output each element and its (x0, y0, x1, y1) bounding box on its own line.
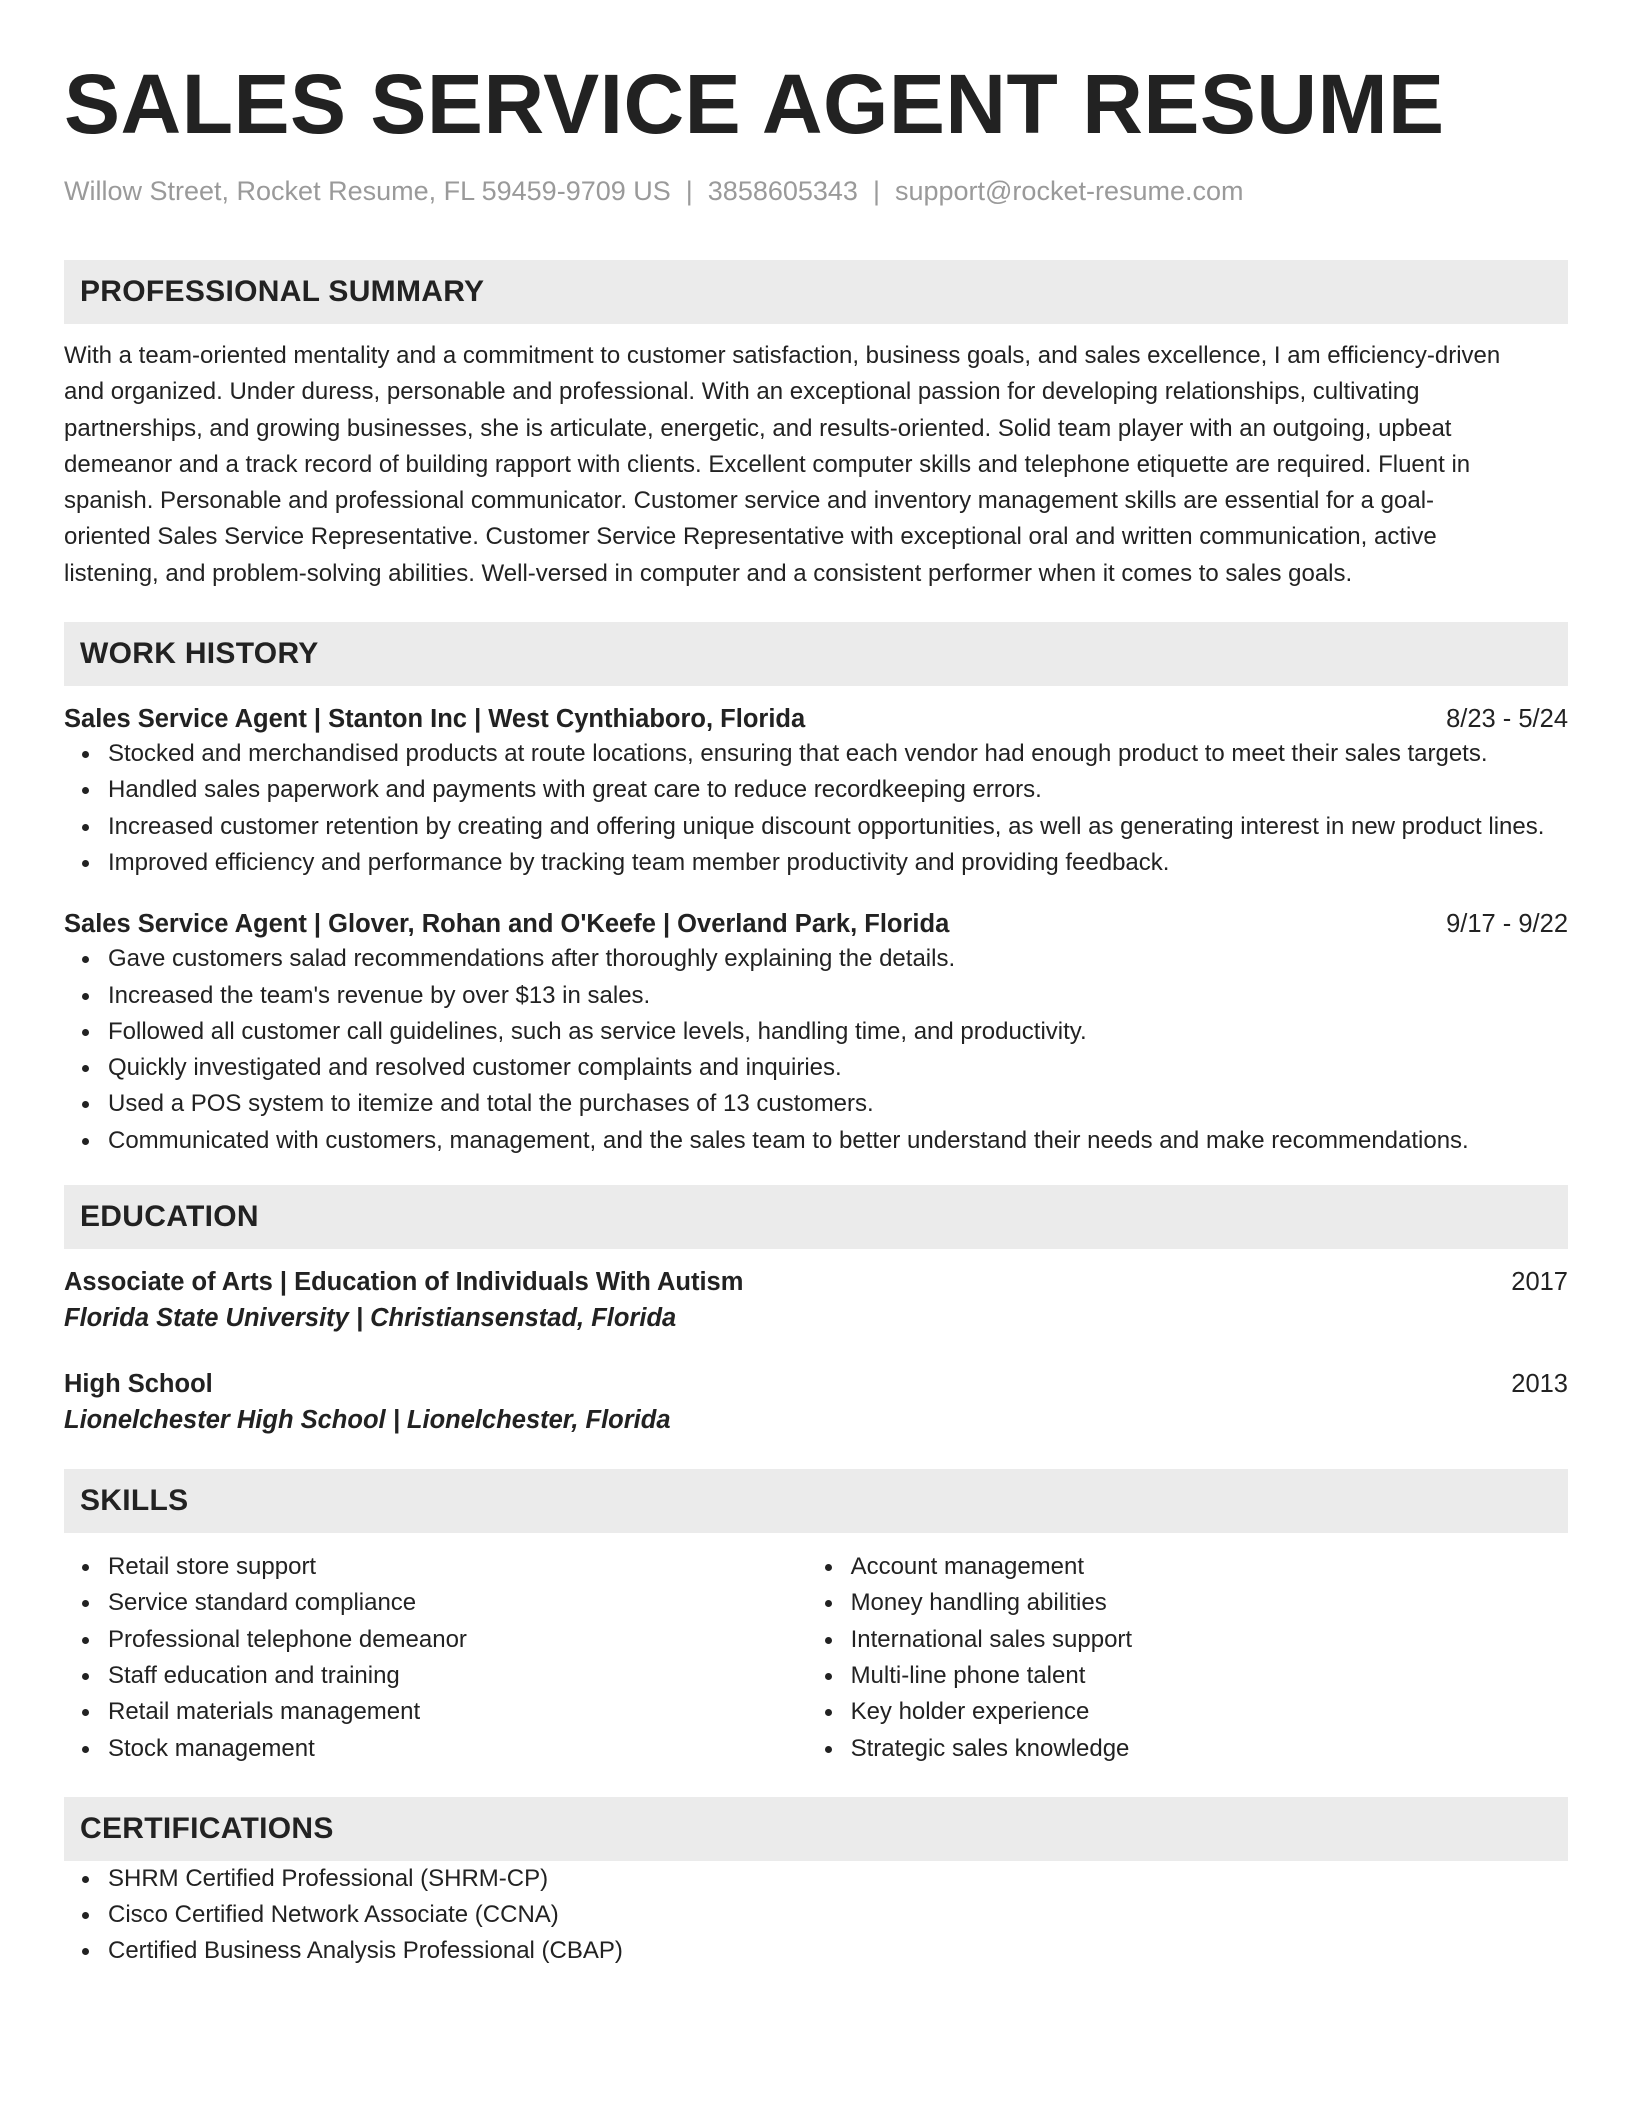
summary-line: and organized. Under duress, personable and professional. With an exceptional passion for developing relationships, cultivating (64, 378, 1420, 406)
summary-line: demeanor and a track record of building rapport with clients. Excellent computer skills and telephone etiquette are required. Fluent in (64, 450, 1471, 478)
skill-item: Professional telephone demeanor (108, 1622, 807, 1658)
degree-title: High School (64, 1370, 213, 1399)
job-header (64, 702, 1568, 736)
education-entry (64, 1367, 1568, 1439)
summary-paragraph (64, 338, 1568, 592)
skill-item: International sales support (851, 1622, 1568, 1658)
job-title: Sales Service Agent | Stanton Inc | West Cynthiaboro, Florida (64, 705, 806, 734)
skill-item: Key holder experience (851, 1694, 1568, 1730)
skill-item: Multi-line phone talent (851, 1658, 1568, 1694)
skill-item: Service standard compliance (108, 1585, 807, 1621)
work-history-section-heading: WORK HISTORY (64, 622, 1568, 686)
skills-list-left (64, 1549, 807, 1767)
skills-list-right (807, 1549, 1568, 1767)
contact-address: Willow Street, Rocket Resume, FL 59459-9709 US (64, 176, 671, 206)
job-bullet: Used a POS system to itemize and total the purchases of 13 customers. (108, 1086, 1568, 1122)
skills-grid (64, 1549, 1568, 1767)
summary-line: spanish. Personable and professional communicator. Customer service and inventory management skills are essential for a goal- (64, 487, 1435, 515)
job-dates: 9/17 - 9/22 (1446, 910, 1568, 939)
job-bullet: Increased customer retention by creating and offering unique discount opportunities, as well as generating interest in new product lines. (108, 809, 1568, 845)
job-bullet: Stocked and merchandised products at route locations, ensuring that each vendor had enough product to meet their sales targets. (108, 736, 1568, 772)
graduation-year: 2013 (1511, 1370, 1568, 1399)
skill-item: Money handling abilities (851, 1585, 1568, 1621)
skill-item: Strategic sales knowledge (851, 1731, 1568, 1767)
graduation-year: 2017 (1511, 1268, 1568, 1297)
summary-line: listening, and problem-solving abilities. Well-versed in computer and a consistent performer when it comes to sales goals. (64, 559, 1353, 587)
job-entry (64, 702, 1568, 881)
education-section-heading: EDUCATION (64, 1185, 1568, 1249)
job-dates: 8/23 - 5/24 (1446, 705, 1568, 734)
degree-title: Associate of Arts | Education of Individuals With Autism (64, 1268, 744, 1297)
school-name: Lionelchester High School | Lionelchester, Florida (64, 1406, 671, 1435)
summary-line: With a team-oriented mentality and a commitment to customer satisfaction, business goals, and sales excellence, I am efficiency-driven (64, 342, 1501, 369)
job-bullet-list (64, 736, 1568, 881)
certification-item: Cisco Certified Network Associate (CCNA) (108, 1897, 1568, 1933)
summary-line: oriented Sales Service Representative. Customer Service Representative with exceptional oral and written communication, active (64, 523, 1437, 551)
job-bullet: Quickly investigated and resolved customer complaints and inquiries. (108, 1050, 1568, 1086)
contact-separator: | (685, 176, 693, 206)
contact-phone: 3858605343 (707, 176, 858, 206)
skill-item: Stock management (108, 1731, 807, 1767)
certification-item: Certified Business Analysis Professional (CBAP) (108, 1933, 1568, 1969)
certifications-list (64, 1861, 1568, 1970)
summary-section-heading: PROFESSIONAL SUMMARY (64, 260, 1568, 324)
skill-item: Account management (851, 1549, 1568, 1585)
education-header (64, 1367, 1568, 1401)
certification-item: SHRM Certified Professional (SHRM-CP) (108, 1861, 1568, 1897)
contact-line (64, 174, 1568, 208)
job-header (64, 907, 1568, 941)
job-title: Sales Service Agent | Glover, Rohan and O'Keefe | Overland Park, Florida (64, 910, 950, 939)
job-bullet: Handled sales paperwork and payments with great care to reduce recordkeeping errors. (108, 772, 1568, 808)
certifications-section-heading: CERTIFICATIONS (64, 1797, 1568, 1861)
job-bullet: Improved efficiency and performance by tracking team member productivity and providing feedback. (108, 845, 1568, 881)
school-name: Florida State University | Christiansenstad, Florida (64, 1304, 677, 1333)
education-entry (64, 1265, 1568, 1337)
job-bullet-list (64, 941, 1568, 1159)
contact-email: support@rocket-resume.com (894, 176, 1244, 206)
job-bullet: Communicated with customers, management, and the sales team to better understand their needs and make recommendations. (108, 1123, 1568, 1159)
skills-section-heading: SKILLS (64, 1469, 1568, 1533)
job-bullet: Gave customers salad recommendations after thoroughly explaining the details. (108, 941, 1568, 977)
job-entry (64, 907, 1568, 1159)
job-bullet: Followed all customer call guidelines, such as service levels, handling time, and productivity. (108, 1014, 1568, 1050)
job-bullet: Increased the team's revenue by over $13 in sales. (108, 978, 1568, 1014)
skill-item: Retail materials management (108, 1694, 807, 1730)
skill-item: Staff education and training (108, 1658, 807, 1694)
education-header (64, 1265, 1568, 1299)
summary-line: partnerships, and growing businesses, she is articulate, energetic, and results-oriented. Solid team player with an outgoing, upbeat (64, 414, 1452, 442)
skill-item: Retail store support (108, 1549, 807, 1585)
contact-separator: | (872, 176, 880, 206)
resume-title: SALES SERVICE AGENT RESUME (64, 57, 1445, 151)
